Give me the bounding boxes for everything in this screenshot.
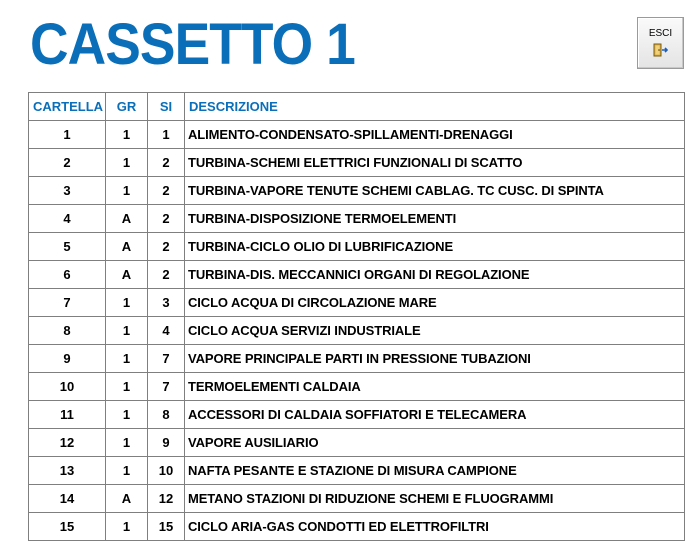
table-row[interactable]	[29, 345, 685, 373]
table-row[interactable]	[29, 429, 685, 457]
cell-gr: A	[106, 485, 148, 513]
cell-si: 7	[148, 373, 185, 401]
cell-cartella: 14	[29, 485, 106, 513]
cell-cartella: 4	[29, 205, 106, 233]
cell-si: 2	[148, 261, 185, 289]
cell-gr: 1	[106, 513, 148, 541]
cell-cartella: 12	[29, 429, 106, 457]
table-row[interactable]	[29, 121, 685, 149]
folders-table	[28, 92, 685, 541]
cell-descrizione: ALIMENTO-CONDENSATO-SPILLAMENTI-DRENAGGI	[185, 121, 685, 149]
cell-cartella: 1	[29, 121, 106, 149]
cell-cartella: 6	[29, 261, 106, 289]
cell-si: 15	[148, 513, 185, 541]
table-row[interactable]	[29, 485, 685, 513]
cell-si: 3	[148, 289, 185, 317]
table-row[interactable]	[29, 457, 685, 485]
table-row[interactable]	[29, 513, 685, 541]
cell-cartella: 7	[29, 289, 106, 317]
cell-si: 8	[148, 401, 185, 429]
table-header-row	[29, 93, 685, 121]
cell-gr: 1	[106, 317, 148, 345]
cell-descrizione: TURBINA-CICLO OLIO DI LUBRIFICAZIONE	[185, 233, 685, 261]
cell-gr: A	[106, 205, 148, 233]
cell-gr: 1	[106, 401, 148, 429]
cell-gr: 1	[106, 177, 148, 205]
cell-descrizione: METANO STAZIONI DI RIDUZIONE SCHEMI E FLUOGRAMMI	[185, 485, 685, 513]
cell-si: 4	[148, 317, 185, 345]
cell-gr: 1	[106, 121, 148, 149]
table-row[interactable]	[29, 401, 685, 429]
cell-gr: 1	[106, 429, 148, 457]
cell-si: 7	[148, 345, 185, 373]
cell-descrizione: CICLO ACQUA SERVIZI INDUSTRIALE	[185, 317, 685, 345]
cell-si: 2	[148, 177, 185, 205]
cell-descrizione: CICLO ACQUA DI CIRCOLAZIONE MARE	[185, 289, 685, 317]
cell-descrizione: VAPORE AUSILIARIO	[185, 429, 685, 457]
cell-descrizione: TURBINA-DIS. MECCANNICI ORGANI DI REGOLAZIONE	[185, 261, 685, 289]
header-cartella: CARTELLA	[29, 93, 106, 121]
cell-cartella: 5	[29, 233, 106, 261]
cell-cartella: 15	[29, 513, 106, 541]
cell-cartella: 8	[29, 317, 106, 345]
cell-descrizione: VAPORE PRINCIPALE PARTI IN PRESSIONE TUBAZIONI	[185, 345, 685, 373]
cell-cartella: 9	[29, 345, 106, 373]
cell-gr: 1	[106, 345, 148, 373]
table-row[interactable]	[29, 149, 685, 177]
cell-cartella: 10	[29, 373, 106, 401]
cell-descrizione: TURBINA-VAPORE TENUTE SCHEMI CABLAG. TC CUSC. DI SPINTA	[185, 177, 685, 205]
table-row[interactable]	[29, 289, 685, 317]
header-gr: GR	[106, 93, 148, 121]
cell-cartella: 2	[29, 149, 106, 177]
cell-descrizione: NAFTA PESANTE E STAZIONE DI MISURA CAMPIONE	[185, 457, 685, 485]
cell-cartella: 13	[29, 457, 106, 485]
table-row[interactable]	[29, 261, 685, 289]
cell-cartella: 11	[29, 401, 106, 429]
exit-button-label: ESCI	[648, 28, 673, 39]
table-row[interactable]	[29, 317, 685, 345]
cell-gr: A	[106, 261, 148, 289]
cell-cartella: 3	[29, 177, 106, 205]
cell-gr: 1	[106, 457, 148, 485]
cell-si: 9	[148, 429, 185, 457]
cell-gr: 1	[106, 149, 148, 177]
header-descrizione: DESCRIZIONE	[185, 93, 685, 121]
table-row[interactable]	[29, 205, 685, 233]
table-row[interactable]	[29, 177, 685, 205]
cell-gr: A	[106, 233, 148, 261]
page-title: CASSETTO 1	[30, 12, 355, 77]
cell-gr: 1	[106, 373, 148, 401]
cell-descrizione: TURBINA-DISPOSIZIONE TERMOELEMENTI	[185, 205, 685, 233]
cell-si: 2	[148, 205, 185, 233]
cell-descrizione: TURBINA-SCHEMI ELETTRICI FUNZIONALI DI SCATTO	[185, 149, 685, 177]
cell-si: 12	[148, 485, 185, 513]
exit-door-icon	[653, 43, 669, 57]
cell-si: 2	[148, 233, 185, 261]
header-si: SI	[148, 93, 185, 121]
cell-descrizione: CICLO ARIA-GAS CONDOTTI ED ELETTROFILTRI	[185, 513, 685, 541]
cell-gr: 1	[106, 289, 148, 317]
cell-si: 10	[148, 457, 185, 485]
table-row[interactable]	[29, 233, 685, 261]
cell-si: 2	[148, 149, 185, 177]
table-row[interactable]	[29, 373, 685, 401]
exit-button[interactable]	[637, 17, 684, 69]
cell-descrizione: TERMOELEMENTI CALDAIA	[185, 373, 685, 401]
cell-descrizione: ACCESSORI DI CALDAIA SOFFIATORI E TELECAMERA	[185, 401, 685, 429]
cell-si: 1	[148, 121, 185, 149]
